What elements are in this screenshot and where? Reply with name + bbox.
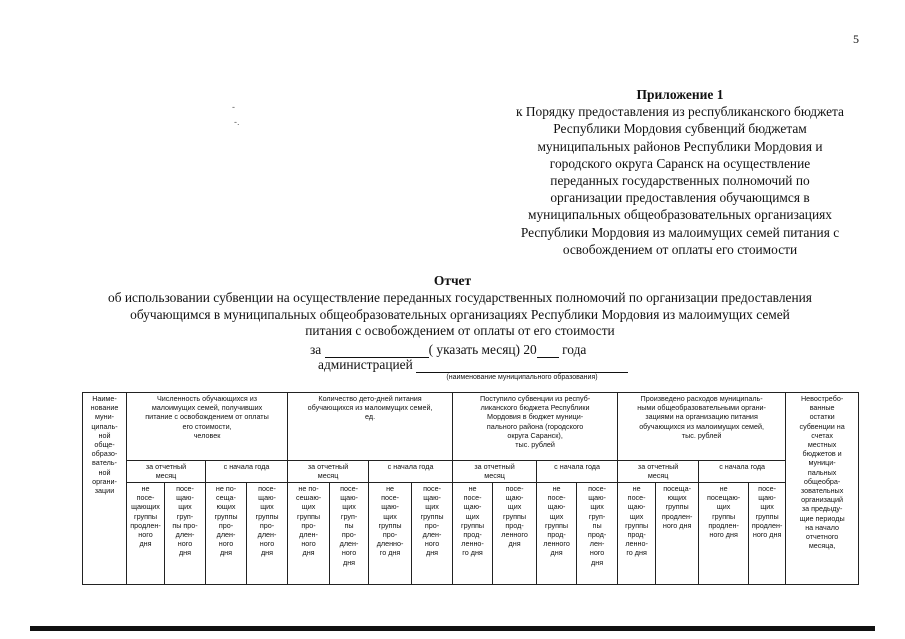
appendix-line: Республики Мордовия из малоимущих семей питания с [520,224,840,240]
report-subtitle-line: об использовании субвенции на осуществление переданных государственных полномочий по организации предоставления [108,290,812,305]
page-number: 5 [853,32,859,46]
header-student-count: Численность обучающихся из малоимущих семей, получивших питание с освобождением от оплаты его стоимости, человек [127,393,288,461]
subheader-month: за отчетный месяц [618,461,699,483]
appendix-line: муниципальных общеобразовательных организациях [528,207,832,223]
leaf-header: посе- щаю- щих груп- пы прод- лен- ного дня [577,483,618,585]
leaf-header: посе- щаю- щих группы прод- ленного дня [493,483,537,585]
period-prefix: за [310,342,322,357]
subheader-year: с начала года [369,461,453,483]
leaf-header: посе- щаю- щих группы продлен- ного дня [749,483,786,585]
leaf-header: посеща- ющих группы продлен- ного дня [656,483,699,585]
leaf-header: не посе- щаю- щих группы прод- ленного дня [537,483,577,585]
leaf-header: не по- сешаю- щих группы про- длен- ного дня [288,483,330,585]
report-subtitle [60,290,860,340]
subheader-month: за отчетный месяц [288,461,369,483]
header-child-days: Количество дето-дней питания обучающихся из малоимущих семей, ед. [288,393,453,461]
appendix-line: муниципальных районов Республики Мордовия и [537,138,823,154]
admin-line [318,357,628,373]
subheader-month: за отчетный месяц [453,461,537,483]
scan-bottom-edge [30,626,875,631]
subheader-year: с начала года [699,461,786,483]
scan-mark: -. [234,117,240,127]
leaf-header: не посе- щаю- щих группы прод- ленно- го дня [618,483,656,585]
report-subtitle-line: обучающимся в муниципальных общеобразовательных организациях Республики Мордовия из малоимущих семей [130,306,790,322]
admin-blank[interactable] [416,359,628,373]
admin-caption: (наименование муниципального образования) [446,374,598,381]
header-unclaimed-balance: Невостребо- ванные остатки субвенции на счетах местных бюджетов и муници- пальных общеобра- зовательных организаций за предыду- щие периоды на начало отчетного месяца, [786,393,859,585]
leaf-header: посе- щаю- щих груп- пы про- длен- ного дня [330,483,369,585]
header-organization: Наиме- нование муни- ципаль- ной обще- образо- ватель- ной органи- зации [83,393,127,585]
report-subtitle-line: питания с освобождением от оплаты от его стоимости [305,323,615,338]
appendix-line: организации предоставления обучающимся в [550,190,810,206]
leaf-header: не посе- щающих группы продлен- ного дня [127,483,165,585]
leaf-header: не по- сеща- ющих группы про- длен- ного дня [206,483,247,585]
leaf-header: посе- щаю- щих группы про- длен- ного дня [247,483,288,585]
report-table [82,392,859,585]
period-suffix: года [562,342,587,357]
leaf-header: посе- щаю- щих груп- пы про- длен- ного дня [165,483,206,585]
leaf-header: не посе- щаю- щих группы про- дленно- го дня [369,483,412,585]
appendix-line: освобождением от оплаты его стоимости [562,241,798,257]
month-blank[interactable] [325,344,429,358]
appendix-line: Республики Мордовия субвенций бюджетам [553,121,807,137]
subheader-year: с начала года [206,461,288,483]
year-blank[interactable] [537,344,559,358]
appendix-line: городского округа Саранск на осуществление [549,155,811,171]
appendix-block [490,86,870,258]
scan-mark: - [232,102,235,112]
leaf-header: не посе- щаю- щих группы прод- ленно- го дня [453,483,493,585]
subheader-month: за отчетный месяц [127,461,206,483]
period-line [310,342,586,358]
header-subvention-received: Поступило субвенции из респуб- ликанского бюджета Республики Мордовия в бюджет муници- пального района (городского округа Саранск), тыс. рублей [453,393,618,461]
header-expenses: Произведено расходов муниципаль- ными общеобразовательными органи- зациями на организацию питания обучающихся из малоимущих семей, тыс. рублей [618,393,786,461]
period-middle: ( указать месяц) 20 [428,342,537,357]
appendix-title: Приложение 1 [636,87,724,102]
subheader-year: с начала года [537,461,618,483]
report-title: Отчет [433,273,472,288]
leaf-header: не посещаю- щих группы продлен- ного дня [699,483,749,585]
appendix-line: переданных государственных полномочий по [550,173,810,189]
leaf-header: посе- щаю- щих группы про- длен- ного дня [412,483,453,585]
admin-label: администрацией [318,357,413,372]
appendix-line: к Порядку предоставления из республиканского бюджета [516,104,844,120]
